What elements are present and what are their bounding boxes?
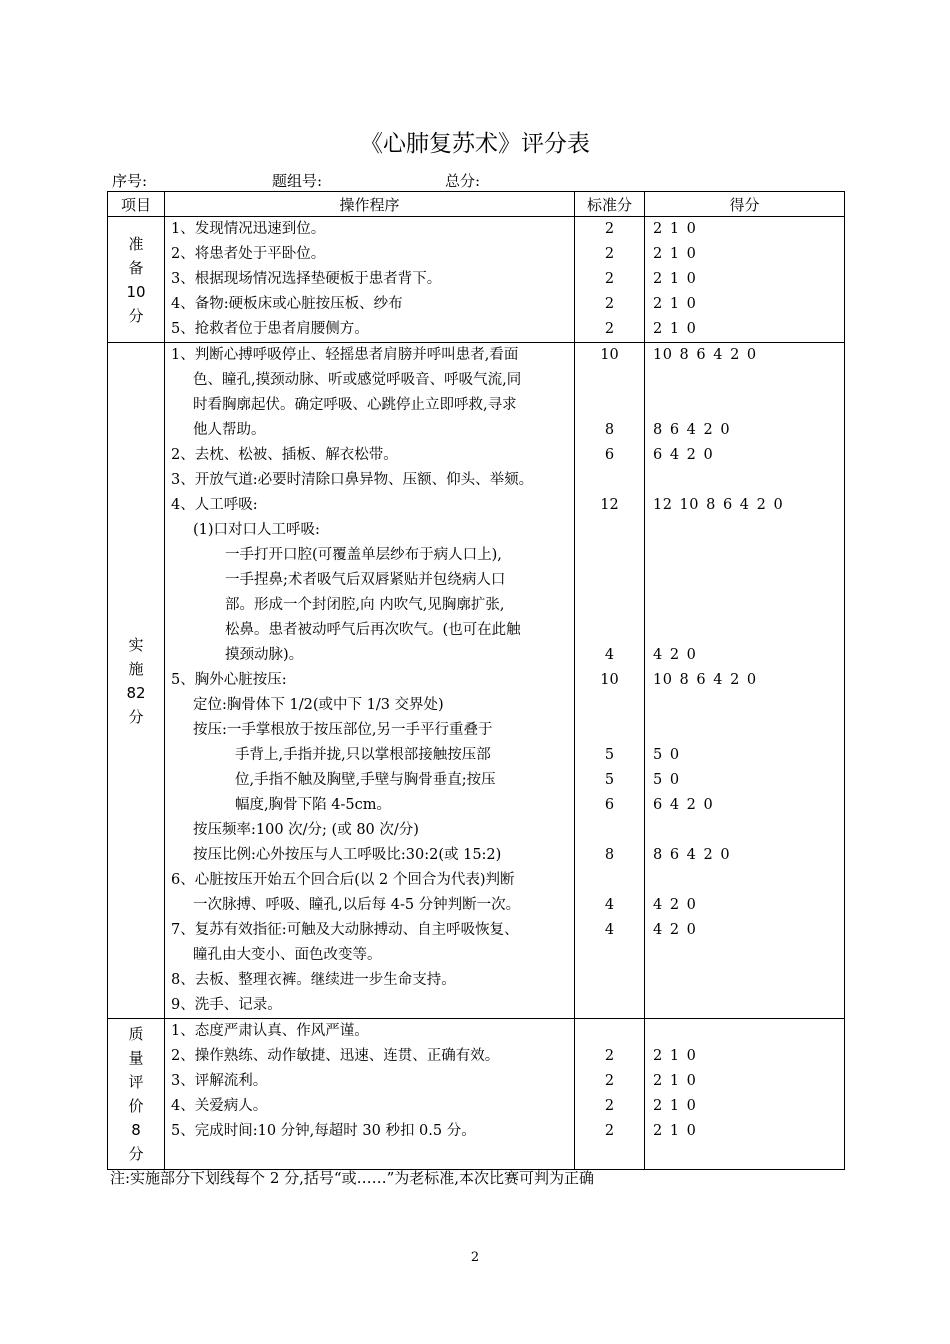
standard-score-value: 10 <box>600 672 619 688</box>
procedure-line: 按压比例:心外按压与人工呼吸比:30:2(或 15:2) <box>193 847 502 863</box>
standard-score-cell <box>575 343 645 1019</box>
standard-score-value <box>575 868 644 893</box>
standard-score-value <box>575 368 644 393</box>
header-item: 项目 <box>108 192 165 217</box>
item-char: 备 <box>128 258 144 277</box>
score-options-value: 5 0 <box>653 747 680 763</box>
standard-score-value: 2 <box>604 321 615 337</box>
score-options-value <box>645 593 844 618</box>
item-char: 10 <box>126 282 146 301</box>
score-options-value <box>645 968 844 993</box>
score-options-value: 8 6 4 2 0 <box>653 847 731 863</box>
standard-score-value: 10 <box>600 347 619 363</box>
item-char: 价 <box>128 1097 144 1115</box>
score-options-value: 6 4 2 0 <box>653 447 714 463</box>
procedure-line: 3、评解流利。 <box>171 1073 268 1089</box>
standard-score-value <box>575 1144 644 1169</box>
standard-score-value <box>575 818 644 843</box>
standard-score-value: 4 <box>604 897 615 913</box>
score-options-value: 6 4 2 0 <box>653 797 714 813</box>
score-options-value: 2 1 0 <box>653 296 697 312</box>
total-label: 总分: <box>445 172 481 190</box>
item-char: 分 <box>128 1145 144 1163</box>
procedure-line: 9、洗手、记录。 <box>171 997 282 1013</box>
standard-score-value <box>575 568 644 593</box>
header-standard: 标准分 <box>575 192 645 217</box>
score-options-value: 8 6 4 2 0 <box>653 422 731 438</box>
standard-score-value: 2 <box>604 1073 615 1089</box>
score-options-value: 2 1 0 <box>653 221 697 237</box>
procedure-line: 一次脉搏、呼吸、瞳孔,以后每 4-5 分钟判断一次。 <box>193 897 521 913</box>
header-score: 得分 <box>645 192 845 217</box>
score-options-value: 2 1 0 <box>653 1123 697 1139</box>
procedure-line: 4、备物:硬板床或心脏按压板、纱布 <box>171 296 403 312</box>
procedure-line: 4、人工呼吸: <box>171 497 258 513</box>
item-char: 实 <box>128 635 144 654</box>
score-options-value: 2 1 0 <box>653 321 697 337</box>
score-options-value: 5 0 <box>653 772 680 788</box>
procedure-line: 时看胸廓起伏。确定呼吸、心跳停止立即呼救,寻求 <box>193 397 517 413</box>
procedure-line: 1、判断心搏呼吸停止、轻摇患者肩膀并呼叫患者,看面 <box>171 347 519 363</box>
score-options-value: 4 2 0 <box>653 897 697 913</box>
page-title: 《心肺复苏术》评分表 <box>360 131 590 157</box>
score-options-value <box>645 468 844 493</box>
procedure-line: 5、胸外心脏按压: <box>171 672 287 688</box>
procedure-line: 按压:一手掌根放于按压部位,另一手平行重叠于 <box>193 722 493 738</box>
score-options-value <box>645 943 844 968</box>
procedure-cell <box>165 1019 575 1170</box>
header-procedure: 操作程序 <box>165 192 575 217</box>
standard-score-value: 2 <box>604 1048 615 1064</box>
standard-score-value <box>575 1019 644 1044</box>
section-item-label <box>108 343 165 1019</box>
score-options-value: 2 1 0 <box>653 1048 697 1064</box>
procedure-line: 2、操作熟练、动作敏捷、迅速、连贯、正确有效。 <box>171 1048 500 1064</box>
score-options-value: 2 1 0 <box>653 246 697 262</box>
procedure-line: 幅度,胸骨下陷 4-5cm。 <box>235 797 391 813</box>
procedure-line: 一手捏鼻;术者吸气后双唇紧贴并包绕病人口 <box>225 572 506 588</box>
section-row <box>108 1019 845 1170</box>
score-options-cell <box>645 343 845 1019</box>
standard-score-value: 8 <box>604 422 615 438</box>
score-options-value <box>645 718 844 743</box>
standard-score-value <box>575 593 644 618</box>
score-options-value <box>645 568 844 593</box>
score-options-value: 2 1 0 <box>653 271 697 287</box>
score-options-cell <box>645 1019 845 1170</box>
score-options-value <box>645 818 844 843</box>
score-options-value <box>645 693 844 718</box>
procedure-line: 3、根据现场情况选择垫硬板于患者背下。 <box>171 271 442 287</box>
procedure-line: 1、发现情况迅速到位。 <box>171 221 326 237</box>
score-options-value: 10 8 6 4 2 0 <box>653 347 757 363</box>
procedure-line: 瞳孔由大变小、面色改变等。 <box>193 947 382 963</box>
item-char: 准 <box>128 234 144 253</box>
standard-score-value: 2 <box>604 1098 615 1114</box>
procedure-line: 松鼻。患者被动呼气后再次吹气。(也可在此触 <box>225 622 521 638</box>
score-table <box>107 191 845 1170</box>
footnote: 注:实施部分下划线每个 2 分,括号“或……”为老标准,本次比赛可判为正确 <box>110 1169 595 1187</box>
standard-score-value: 2 <box>604 271 615 287</box>
procedure-line: 1、态度严肃认真、作风严谨。 <box>171 1023 369 1039</box>
item-char: 分 <box>128 707 144 726</box>
score-options-value <box>645 1144 844 1169</box>
procedure-line: 5、完成时间:10 分钟,每超时 30 秒扣 0.5 分。 <box>171 1123 476 1139</box>
score-options-value <box>645 518 844 543</box>
standard-score-value <box>575 543 644 568</box>
score-options-value <box>645 993 844 1018</box>
group-label: 题组号: <box>272 172 323 190</box>
standard-score-value <box>575 943 644 968</box>
procedure-line: 6、心脏按压开始五个回合后(以 2 个回合为代表)判断 <box>171 872 515 888</box>
procedure-line: 2、将患者处于平卧位。 <box>171 246 326 262</box>
procedure-line: 色、瞳孔,摸颈动脉、听或感觉呼吸音、呼吸气流,同 <box>193 372 522 388</box>
procedure-line: 手背上,手指并拢,只以掌根部接触按压部 <box>235 747 491 763</box>
item-char: 8 <box>131 1121 141 1139</box>
procedure-line: 部。形成一个封闭腔,向 内吹气,见胸廓扩张, <box>225 597 505 613</box>
standard-score-value <box>575 468 644 493</box>
score-options-value <box>645 618 844 643</box>
item-char: 分 <box>128 306 144 325</box>
standard-score-value: 5 <box>604 772 615 788</box>
table-header-row <box>108 192 845 217</box>
standard-score-value <box>575 993 644 1018</box>
procedure-line: 定位:胸骨体下 1/2(或中下 1/3 交界处) <box>193 697 444 713</box>
score-options-value <box>645 543 844 568</box>
procedure-line: 5、抢救者位于患者肩腰侧方。 <box>171 321 369 337</box>
page-number: 2 <box>470 1250 480 1265</box>
standard-score-cell <box>575 1019 645 1170</box>
score-options-value <box>645 868 844 893</box>
standard-score-value: 12 <box>600 497 619 513</box>
standard-score-value <box>575 693 644 718</box>
score-options-value <box>645 393 844 418</box>
score-options-value: 2 1 0 <box>653 1073 697 1089</box>
standard-score-value <box>575 618 644 643</box>
procedure-line: 8、去板、整理衣裤。继续进一步生命支持。 <box>171 972 456 988</box>
standard-score-value <box>575 718 644 743</box>
standard-score-value <box>575 518 644 543</box>
score-options-value: 4 2 0 <box>653 647 697 663</box>
standard-score-value: 4 <box>604 922 615 938</box>
item-char: 质 <box>128 1025 144 1043</box>
score-options-value: 10 8 6 4 2 0 <box>653 672 757 688</box>
standard-score-value: 8 <box>604 847 615 863</box>
procedure-line: 7、复苏有效指征:可触及大动脉搏动、自主呼吸恢复、 <box>171 922 519 938</box>
score-options-value: 4 2 0 <box>653 922 697 938</box>
standard-score-value <box>575 393 644 418</box>
score-options-value <box>645 368 844 393</box>
standard-score-cell <box>575 217 645 343</box>
procedure-line: 一手打开口腔(可覆盖单层纱布于病人口上), <box>225 547 502 563</box>
section-row <box>108 343 845 1019</box>
procedure-cell <box>165 217 575 343</box>
standard-score-value: 2 <box>604 221 615 237</box>
table-body <box>108 217 845 1170</box>
standard-score-value: 5 <box>604 747 615 763</box>
procedure-line: 他人帮助。 <box>193 422 266 438</box>
procedure-cell <box>165 343 575 1019</box>
procedure-line: 位,手指不触及胸壁,手壁与胸骨垂直;按压 <box>235 772 496 788</box>
item-char: 82 <box>126 683 146 702</box>
procedure-line: (1)口对口人工呼吸: <box>193 522 320 538</box>
procedure-line: 摸颈动脉)。 <box>225 647 304 663</box>
score-options-value <box>645 1019 844 1044</box>
standard-score-value: 6 <box>604 797 615 813</box>
procedure-line: 2、去枕、松被、插板、解衣松带。 <box>171 447 398 463</box>
standard-score-value <box>575 968 644 993</box>
seq-label: 序号: <box>112 172 148 190</box>
standard-score-value: 6 <box>604 447 615 463</box>
standard-score-value: 2 <box>604 296 615 312</box>
standard-score-value: 2 <box>604 246 615 262</box>
item-char: 施 <box>128 659 144 678</box>
section-item-label <box>108 1019 165 1170</box>
score-options-value: 2 1 0 <box>653 1098 697 1114</box>
procedure-line <box>165 1144 574 1169</box>
item-char: 量 <box>128 1049 144 1067</box>
standard-score-value: 4 <box>604 647 615 663</box>
procedure-line: 按压频率:100 次/分; (或 80 次/分) <box>193 822 419 838</box>
item-char: 评 <box>128 1073 144 1091</box>
section-item-label <box>108 217 165 343</box>
standard-score-value: 2 <box>604 1123 615 1139</box>
procedure-line: 4、关爱病人。 <box>171 1098 268 1114</box>
procedure-line: 3、开放气道:必要时清除口鼻异物、压额、仰头、举颏。 <box>171 472 534 488</box>
score-options-value: 12 10 8 6 4 2 0 <box>653 497 784 513</box>
score-options-cell <box>645 217 845 343</box>
section-row <box>108 217 845 343</box>
